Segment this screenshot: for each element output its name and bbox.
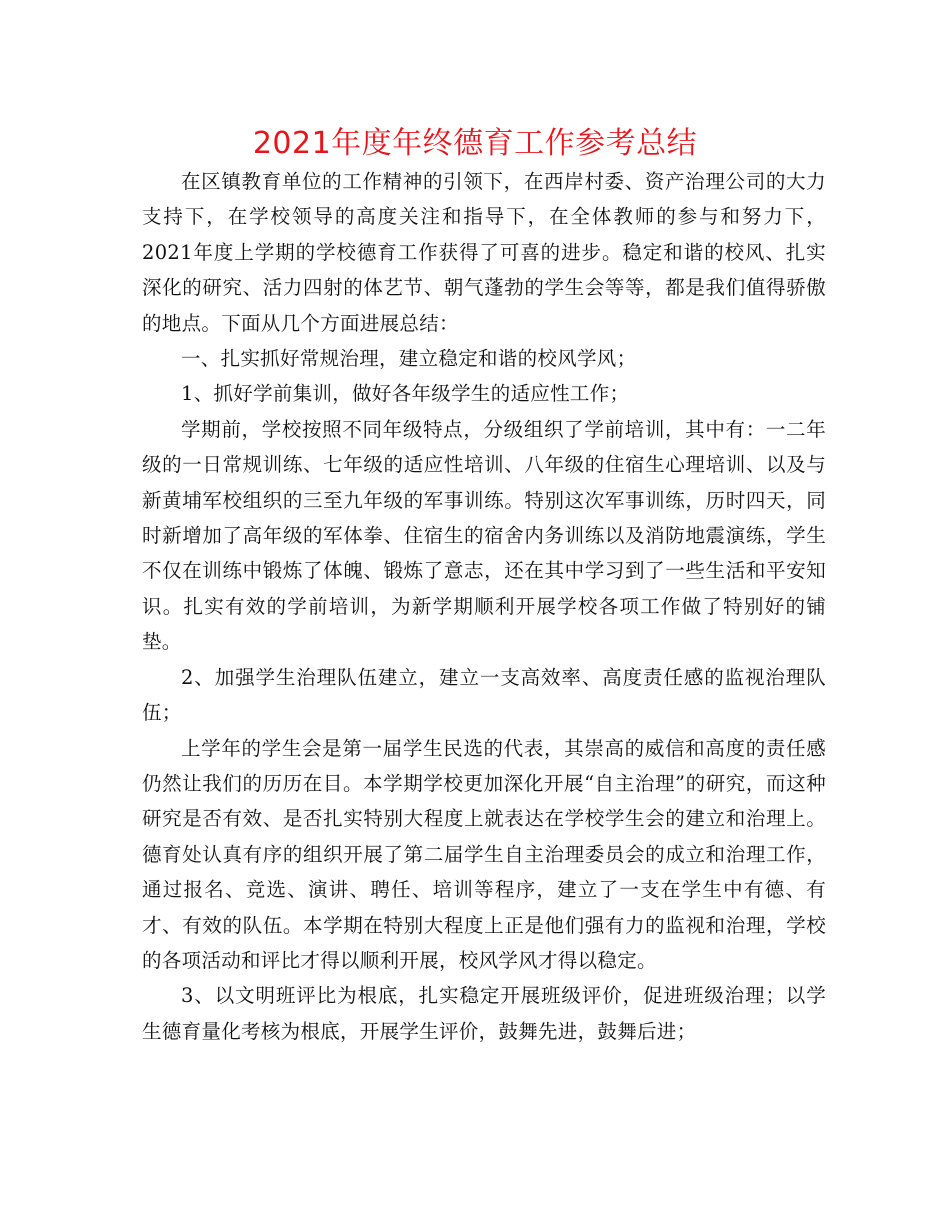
paragraph-pre-term-training: 学期前，学校按照不同年级特点，分级组织了学前培训，其中有：一二年级的一日常规训练、七年级的适应性培训、八年级的住宿生心理培训、以及与新黄埔军校组织的三至九年级的军事训练。特别这次军事训练，历时四天，同时新增加了高年级的军体拳、住宿生的宿舍内务训练以及消防地震演练，学生不仅在训练中锻炼了体魄、锻炼了意志，还在其中学习到了一些生活和平安知识。扎实有效的学前培训，为新学期顺利开展学校各项工作做了特别好的铺垫。 xyxy=(142,417,826,654)
paragraph-intro: 在区镇教育单位的工作精神的引领下，在西岸村委、资产治理公司的大力支持下，在学校领导的高度关注和指导下，在全体教师的参与和努力下，2021年度上学期的学校德育工作获得了可喜的进步。稳定和谐的校风、扎实深化的研究、活力四射的体艺节、朝气蓬勃的学生会等等，都是我们值得骄傲的地点。下面从几个方面进展总结： xyxy=(142,170,826,335)
document-body xyxy=(142,164,826,1049)
document-title: 2021年度年终德育工作参考总结 xyxy=(252,126,698,161)
heading-item-1: 1、抓好学前集训，做好各年级学生的适应性工作； xyxy=(181,382,630,406)
heading-section-1: 一、扎实抓好常规治理，建立稳定和谐的校风学风； xyxy=(181,347,637,371)
heading-item-3: 3、以文明班评比为根底，扎实稳定开展班级评价，促进班级治理；以学生德育量化考核为根底，开展学生评价，鼓舞先进，鼓舞后进； xyxy=(142,984,826,1043)
paragraph-student-council: 上学年的学生会是第一届学生民选的代表，其崇高的威信和高度的责任感仍然让我们的历历在目。本学期学校更加深化开展“自主治理”的研究，而这种研究是否有效、是否扎实特别大程度上就表达在学校学生会的建立和治理上。德育处认真有序的组织开展了第二届学生自主治理委员会的成立和治理工作，通过报名、竞选、演讲、聘任、培训等程序，建立了一支在学生中有德、有才、有效的队伍。本学期在特别大程度上正是他们强有力的监视和治理，学校的各项活动和评比才得以顺利开展，校风学风才得以稳定。 xyxy=(142,736,826,972)
heading-item-2: 2、加强学生治理队伍建立，建立一支高效率、高度责任感的监视治理队伍； xyxy=(142,665,826,725)
